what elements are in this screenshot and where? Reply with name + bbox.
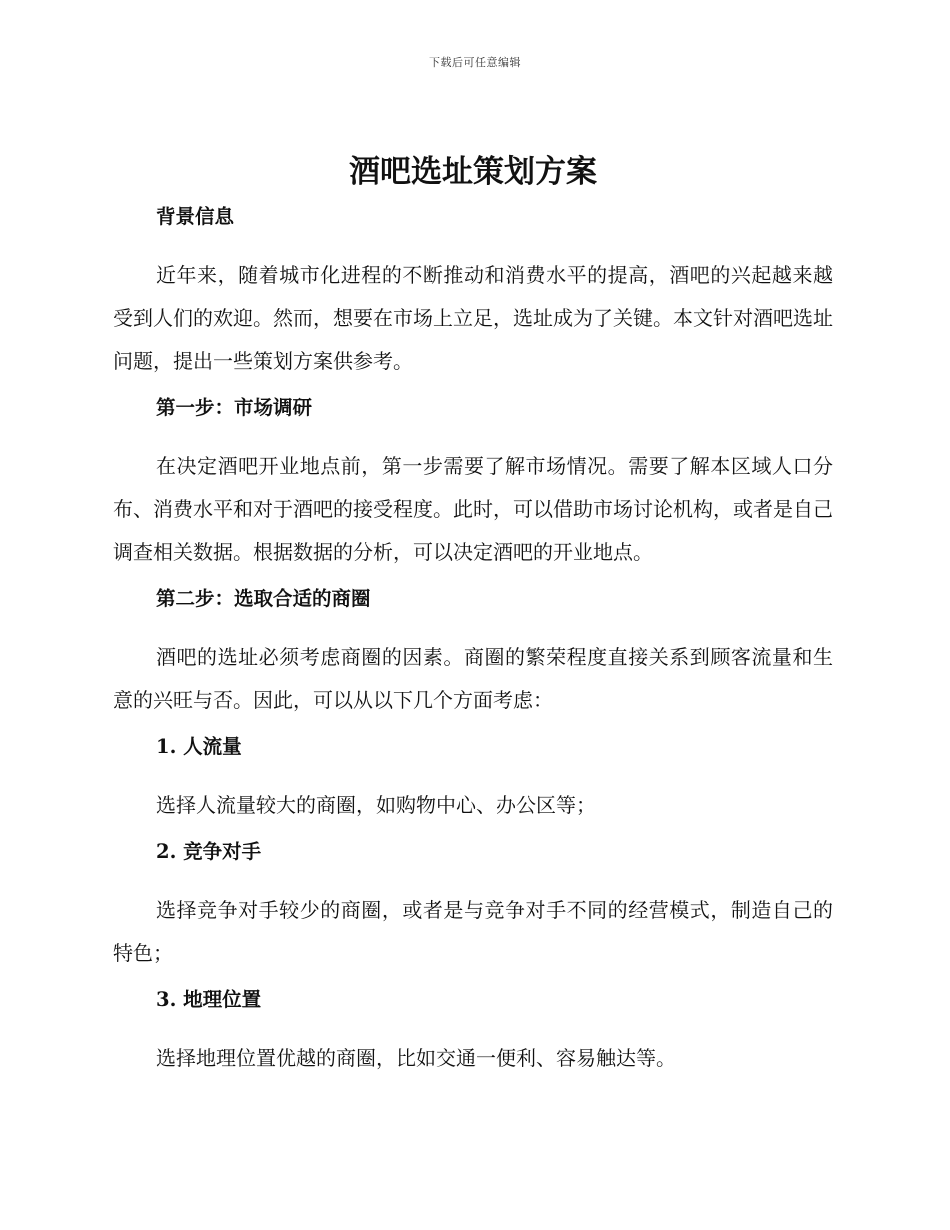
section-body-step-one: 在决定酒吧开业地点前，第一步需要了解市场情况。需要了解本区域人口分布、消费水平和对于酒吧的接受程度。此时，可以借助市场讨论机构，或者是自己调查相关数据。根据数据的分析，可以决定酒吧的开业地点。 xyxy=(113,454,833,564)
list-item-body: 选择竞争对手较少的商圈，或者是与竞争对手不同的经营模式，制造自己的特色； xyxy=(113,898,833,965)
document-body xyxy=(113,148,833,1080)
list-item-heading xyxy=(113,837,833,867)
document-title: 酒吧选址策划方案 xyxy=(349,154,597,190)
list-item-number: 3. xyxy=(156,988,177,1011)
list-item-title: 竞争对手 xyxy=(183,840,262,863)
list-item-heading xyxy=(113,985,833,1015)
list-item-title: 人流量 xyxy=(183,735,242,758)
section-heading-step-two: 第二步：选取合适的商圈 xyxy=(156,587,371,610)
list-item-number: 1. xyxy=(156,735,177,758)
list-item-number: 2. xyxy=(156,840,177,863)
list-item-heading xyxy=(113,732,833,762)
list-item-title: 地理位置 xyxy=(183,988,262,1011)
list-item-body: 选择地理位置优越的商圈，比如交通一便利、容易触达等。 xyxy=(156,1046,676,1070)
header-note: 下载后可任意编辑 xyxy=(429,56,521,69)
section-body-background: 近年来，随着城市化进程的不断推动和消费水平的提高，酒吧的兴起越来越受到人们的欢迎。然而，想要在市场上立足，选址成为了关键。本文针对酒吧选址问题，提出一些策划方案供参考。 xyxy=(113,263,833,373)
section-heading-step-one: 第一步：市场调研 xyxy=(156,396,313,419)
list-item-body: 选择人流量较大的商圈，如购物中心、办公区等； xyxy=(156,793,596,817)
section-heading-background: 背景信息 xyxy=(156,205,235,228)
section-body-step-two: 酒吧的选址必须考虑商圈的因素。商圈的繁荣程度直接关系到顾客流量和生意的兴旺与否。因此，可以从以下几个方面考虑： xyxy=(113,645,833,712)
